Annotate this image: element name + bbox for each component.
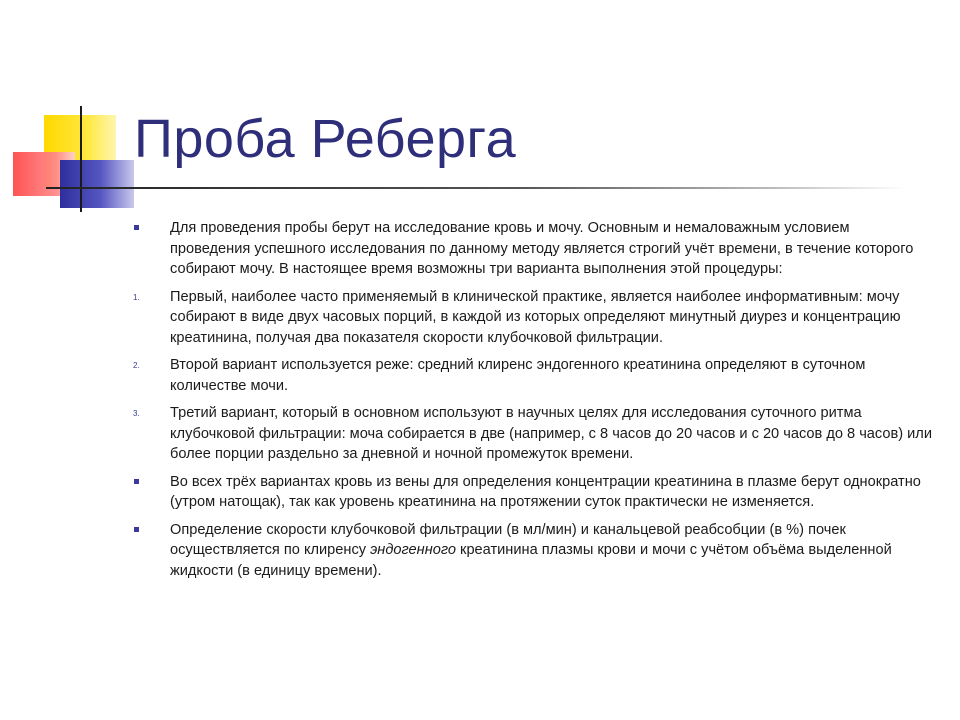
list-item-text <box>170 520 933 582</box>
bullet-list <box>133 218 933 588</box>
list-item-text: Третий вариант, который в основном используют в научных целях для исследования суточного ритма клубочковой фильтрации: моча собирается в две (например, с 8 часов до 20 часов и с 20 часов до 8 часов) или более порции раздельно за дневной и ночной промежуток времени. <box>170 405 932 462</box>
list-number: 2. <box>133 361 140 370</box>
list-item <box>133 403 933 465</box>
list-item <box>133 355 933 396</box>
list-item-text: Первый, наиболее часто применяемый в клинической практике, является наиболее информативным: мочу собирают в виде двух часовых порций, в каждой из которых определяют минутный диурез и концентрацию креатинина, получая два показателя скорости клубочковой фильтрации. <box>170 288 901 346</box>
list-item-text: Во всех трёх вариантах кровь из вены для определения концентрации креатинина в плазме берут однократно (утром натощак), так как уровень креатинина на протяжении суток практически не изменяется. <box>170 473 921 510</box>
text-emphasis: эндогенного <box>370 542 456 558</box>
text-segment: Определение скорости клубочковой фильтрации (в мл/мин) и канальцевой реабсобции (в %) почек осуществляется по клиренсу <box>170 521 846 558</box>
text-segment: креатинина плазмы крови и мочи с учётом объёма выделенной жидкости (в единицу времени). <box>170 542 892 579</box>
list-number: 3. <box>133 409 140 418</box>
title-underline <box>46 187 906 189</box>
slide-title: Проба Реберга <box>134 109 517 169</box>
list-number: 1. <box>133 292 140 302</box>
list-item <box>133 218 933 280</box>
list-item <box>133 287 933 349</box>
list-item-text: Для проведения пробы берут на исследование кровь и мочу. Основным и немаловажным условием проведения успешного исследования по данному методу является строгий учёт времени, в течение которого собирают мочу. В настоящее время возможны три варианта выполнения этой процедуры: <box>170 220 914 277</box>
list-item <box>133 472 933 513</box>
list-item <box>133 520 933 582</box>
blue-square-decoration <box>60 160 134 208</box>
list-item-text: Второй вариант используется реже: средний клиренс эндогенного креатинина определяют в суточном количестве мочи. <box>170 357 866 394</box>
vertical-rule-decoration <box>80 106 82 212</box>
